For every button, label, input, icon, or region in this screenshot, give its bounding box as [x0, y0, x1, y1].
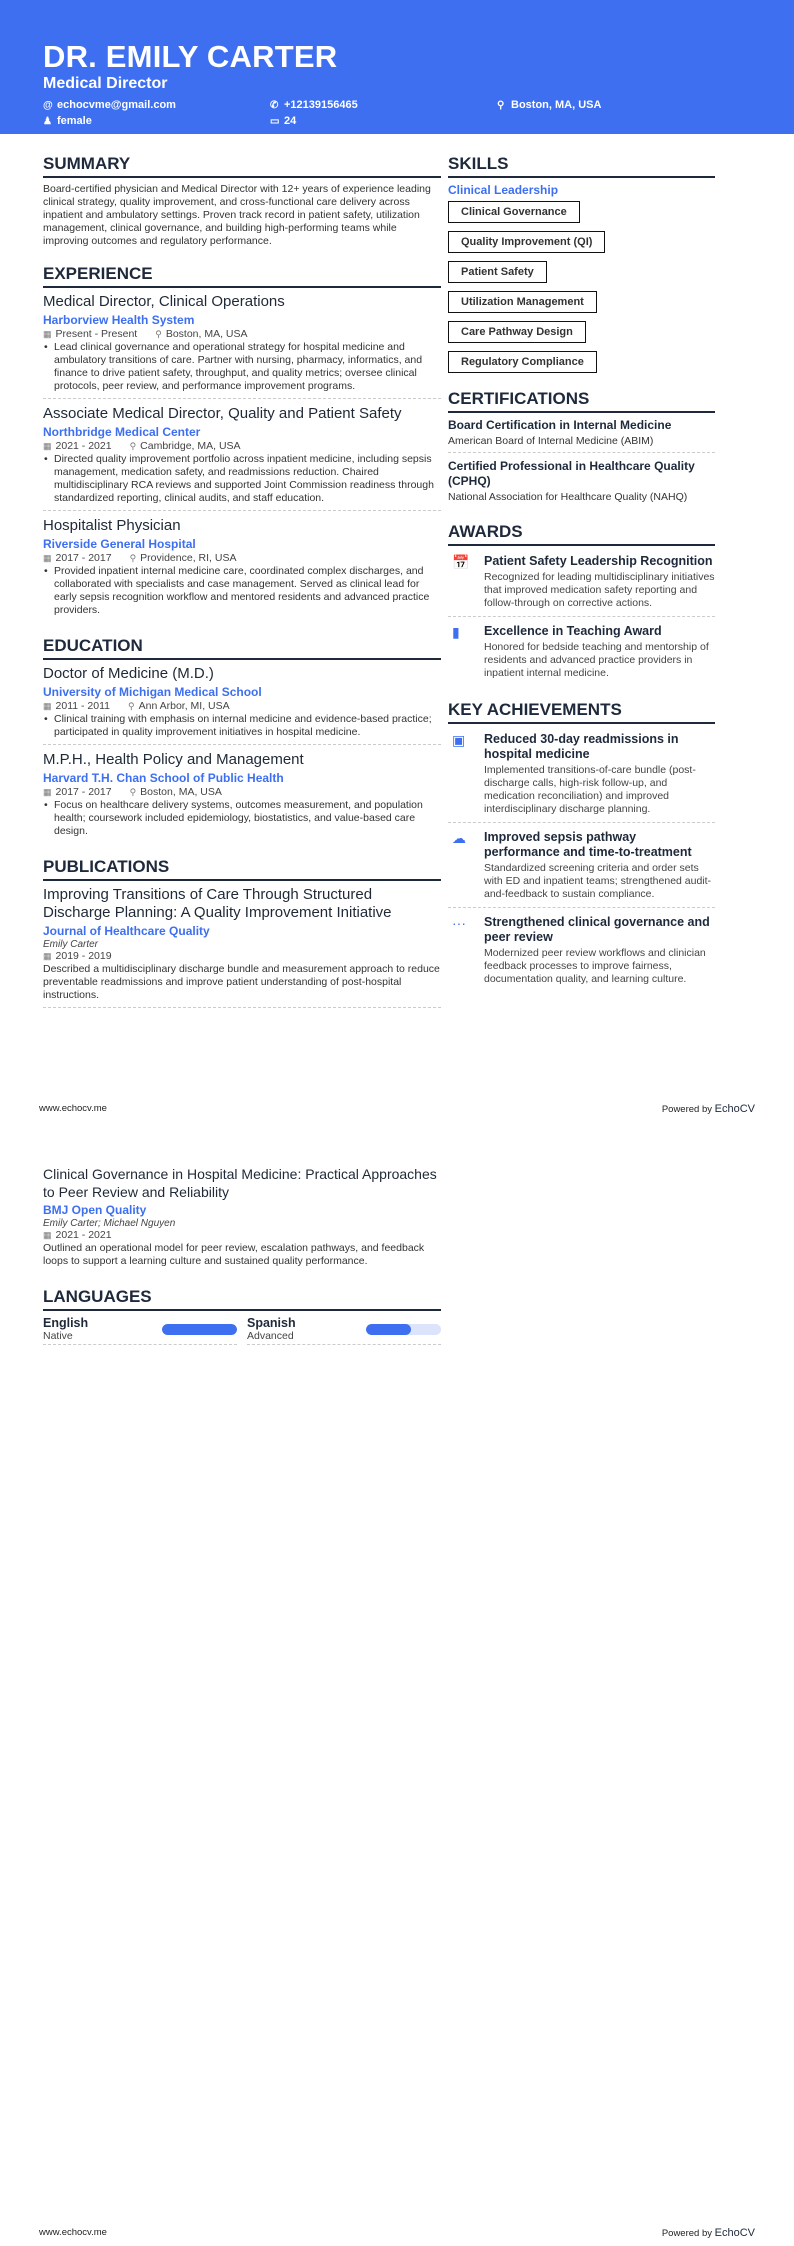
- proficiency-fill: [162, 1324, 237, 1335]
- education-item: [43, 665, 441, 745]
- skill-chip: Patient Safety: [448, 261, 547, 283]
- experience-item: [43, 405, 441, 511]
- skill-chip: Care Pathway Design: [448, 321, 586, 343]
- employer: Harborview Health System: [43, 313, 195, 327]
- skill-category: Clinical Leadership: [448, 183, 559, 197]
- at-icon: @: [43, 100, 53, 111]
- degree: M.P.H., Health Policy and Management: [43, 751, 304, 768]
- calendar-icon: ▦: [43, 701, 52, 711]
- publication-description: Described a multidisciplinary discharge bundle and measurement approach to reduce preventable readmissions and improve patient understanding of post-hospital instructions.: [43, 963, 440, 1001]
- language-item: [43, 1316, 237, 1345]
- school: University of Michigan Medical School: [43, 685, 262, 699]
- calendar-icon: ▦: [43, 441, 52, 451]
- language-item: [247, 1316, 441, 1345]
- award-title: Excellence in Teaching Award: [484, 624, 662, 638]
- dates: 2019 - 2019: [55, 950, 112, 962]
- publication-item: [43, 886, 441, 1008]
- authors: Emily Carter: [43, 939, 99, 950]
- experience-item: [43, 293, 441, 399]
- location-pin-icon: ⚲: [129, 441, 137, 451]
- proficiency-bar: [162, 1324, 237, 1335]
- summary-text: Board-certified physician and Medical Director with 12+ years of experience leading clinical strategy, quality improvement, and cross-functional care delivery across inpatient and ambulatory settings. Proven track record in patient safety, utilization management, clinical governance, and building high-performing teams while improving outcomes and regulatory performance.: [43, 183, 431, 247]
- certification-issuer: American Board of Internal Medicine (ABIM): [448, 435, 654, 447]
- brand-logo: EchoCV: [714, 2227, 755, 2239]
- language-name: English: [43, 1316, 89, 1330]
- experience-item: [43, 517, 441, 622]
- award-description: Recognized for leading multidisciplinary initiatives that improved medication safety reporting and follow-through on corrective actions.: [484, 571, 715, 609]
- left-column: [43, 140, 441, 1014]
- certification-item: [448, 459, 715, 508]
- achievement-item: [448, 912, 715, 992]
- calendar-icon: ▭: [270, 116, 280, 127]
- location-pin-icon: ⚲: [497, 100, 505, 111]
- document-icon: ▮: [452, 624, 460, 640]
- achievement-title: Reduced 30-day readmissions in hospital medicine: [484, 732, 679, 761]
- publication-title: Improving Transitions of Care Through Structured Discharge Planning: A Quality Improvement Initiative: [43, 886, 392, 921]
- calendar-chart-icon: 📅: [452, 554, 470, 570]
- footer-site-link[interactable]: www.echocv.me: [39, 2227, 107, 2238]
- right-column: [448, 140, 715, 996]
- achievement-title: Strengthened clinical governance and peer review: [484, 915, 710, 944]
- bullet: • Focus on healthcare delivery systems, outcomes measurement, and population health; coursework included epidemiology, biostatistics, and value-based care design.: [43, 799, 441, 838]
- section-heading-education: EDUCATION: [43, 636, 441, 660]
- phone-icon: ✆: [270, 100, 279, 111]
- section-heading-achievements: KEY ACHIEVEMENTS: [448, 700, 715, 724]
- certification-item: [448, 418, 715, 453]
- education-item: [43, 751, 441, 843]
- brand-logo: EchoCV: [714, 1103, 755, 1115]
- award-item: [448, 551, 715, 617]
- achievement-description: Standardized screening criteria and order sets with ED and inpatient teams; strengthened audit-and-feedback to sustain compliance.: [484, 862, 712, 900]
- contact-age: ▭ 24: [270, 115, 297, 127]
- achievement-title: Improved sepsis pathway performance and time-to-treatment: [484, 830, 692, 859]
- resume-page-2: [0, 1123, 794, 2246]
- section-heading-publications: PUBLICATIONS: [43, 857, 441, 881]
- job-title: Hospitalist Physician: [43, 517, 181, 534]
- award-description: Honored for bedside teaching and mentorship of residents and advanced practice providers in inpatient internal medicine.: [484, 641, 709, 679]
- footer-powered-by: Powered by EchoCV: [661, 1103, 755, 1115]
- cloud-icon: ☁: [452, 830, 466, 846]
- calendar-icon: ▦: [43, 951, 52, 961]
- certification-title: Board Certification in Internal Medicine: [448, 418, 672, 432]
- location-pin-icon: ⚲: [128, 701, 135, 711]
- bullet: • Directed quality improvement portfolio across inpatient medicine, including sepsis management, medication safety, and readmissions reduction. Chaired multidisciplinary RCA reviews and supported Joint Commission readiness through standardized reporting, clinical audits, and staff education.: [43, 453, 441, 505]
- achievement-description: Modernized peer review workflows and clinician feedback processes to improve fairness, documentation quality, and learning culture.: [484, 947, 706, 985]
- dates: Present - Present: [55, 328, 138, 340]
- language-level: Native: [43, 1330, 73, 1342]
- location-pin-icon: ⚲: [155, 329, 162, 339]
- candidate-title: Medical Director: [43, 75, 168, 92]
- contact-info: [43, 99, 794, 127]
- skill-chip: Clinical Governance: [448, 201, 580, 223]
- achievement-item: [448, 729, 715, 823]
- footer-site-link[interactable]: www.echocv.me: [39, 1103, 107, 1114]
- location: Providence, RI, USA: [140, 552, 237, 564]
- language-level: Advanced: [247, 1330, 294, 1342]
- calendar-icon: ▦: [43, 553, 52, 563]
- employer: Northbridge Medical Center: [43, 425, 201, 439]
- school: Harvard T.H. Chan School of Public Health: [43, 771, 284, 785]
- employer: Riverside General Hospital: [43, 537, 196, 551]
- degree: Doctor of Medicine (M.D.): [43, 665, 214, 682]
- publication-description: Outlined an operational model for peer review, escalation pathways, and feedback loops to support a learning culture and sustained quality performance.: [43, 1242, 425, 1267]
- calendar-icon: ▦: [43, 329, 52, 339]
- dates: 2011 - 2011: [55, 700, 111, 712]
- page-footer: [39, 2227, 755, 2239]
- monitor-icon: ▣: [452, 732, 466, 748]
- journal: BMJ Open Quality: [43, 1203, 147, 1217]
- contact-location: ⚲ Boston, MA, USA: [497, 99, 602, 111]
- location-pin-icon: ⚲: [129, 787, 137, 797]
- page-footer: [39, 1103, 755, 1115]
- location: Cambridge, MA, USA: [140, 440, 241, 452]
- skill-chip: Regulatory Compliance: [448, 351, 597, 373]
- section-heading-languages: LANGUAGES: [43, 1287, 441, 1311]
- section-heading-awards: AWARDS: [448, 522, 715, 546]
- section-heading-experience: EXPERIENCE: [43, 264, 441, 288]
- proficiency-bar: [366, 1324, 441, 1335]
- section-heading-summary: SUMMARY: [43, 154, 441, 178]
- award-item: [448, 621, 715, 686]
- footer-powered-by: Powered by EchoCV: [661, 2227, 755, 2239]
- award-title: Patient Safety Leadership Recognition: [484, 554, 713, 568]
- achievement-item: [448, 827, 715, 908]
- certification-title: Certified Professional in Healthcare Quality (CPHQ): [448, 459, 695, 488]
- calendar-icon: ▦: [43, 787, 52, 797]
- location: Boston, MA, USA: [165, 328, 248, 340]
- dates: 2017 - 2017: [55, 552, 112, 564]
- ellipsis-icon: ···: [452, 915, 466, 931]
- skill-list: [448, 201, 715, 381]
- calendar-icon: ▦: [43, 1230, 52, 1240]
- job-title: Associate Medical Director, Quality and Patient Safety: [43, 405, 402, 422]
- language-name: Spanish: [247, 1316, 296, 1330]
- location: Boston, MA, USA: [140, 786, 222, 798]
- contact-gender: ♟ female: [43, 115, 92, 127]
- skill-chip: Utilization Management: [448, 291, 597, 313]
- contact-email[interactable]: @ echocvme@gmail.com: [43, 99, 176, 111]
- certification-issuer: National Association for Healthcare Quality (NAHQ): [448, 491, 688, 503]
- proficiency-fill: [366, 1324, 411, 1335]
- job-title: Medical Director, Clinical Operations: [43, 293, 285, 310]
- authors: Emily Carter; Michael Nguyen: [43, 1218, 176, 1229]
- achievement-description: Implemented transitions-of-care bundle (post-discharge calls, high-risk follow-up, and medication reconciliation) and improved interdisciplinary discharge planning.: [484, 764, 696, 815]
- publication-item: [43, 1165, 441, 1273]
- language-list: [43, 1316, 441, 1345]
- candidate-name: DR. EMILY CARTER: [43, 39, 338, 74]
- bullet: • Lead clinical governance and operational strategy for hospital medicine and ambulatory transitions of care. Partner with nursing, pharmacy, informatics, and finance to drive patient safety, throughput, and quality metrics; oversee clinical protocols, peer review, and performance improvement programs.: [43, 341, 441, 393]
- dates: 2021 - 2021: [55, 1229, 112, 1241]
- dates: 2017 - 2017: [55, 786, 112, 798]
- publication-title: Clinical Governance in Hospital Medicine: Practical Approaches to Peer Review and Reliability: [43, 1166, 437, 1200]
- journal: Journal of Healthcare Quality: [43, 924, 210, 938]
- left-column: [43, 1165, 441, 1345]
- section-heading-skills: SKILLS: [448, 154, 715, 178]
- dates: 2021 - 2021: [55, 440, 112, 452]
- bullet: • Clinical training with emphasis on internal medicine and evidence-based practice; participated in quality improvement initiatives in hospital medicine.: [43, 713, 441, 739]
- bullet: • Provided inpatient internal medicine care, coordinated complex discharges, and collaborated with specialists and case management. Served as clinical lead for early sepsis recognition workflow and mentored residents and advanced practice providers.: [43, 565, 441, 617]
- resume-header: [0, 0, 794, 134]
- section-heading-certifications: CERTIFICATIONS: [448, 389, 715, 413]
- contact-phone[interactable]: ✆ +12139156465: [270, 99, 358, 111]
- skill-chip: Quality Improvement (QI): [448, 231, 605, 253]
- location-pin-icon: ⚲: [129, 553, 137, 563]
- location: Ann Arbor, MI, USA: [138, 700, 230, 712]
- person-icon: ♟: [43, 116, 52, 127]
